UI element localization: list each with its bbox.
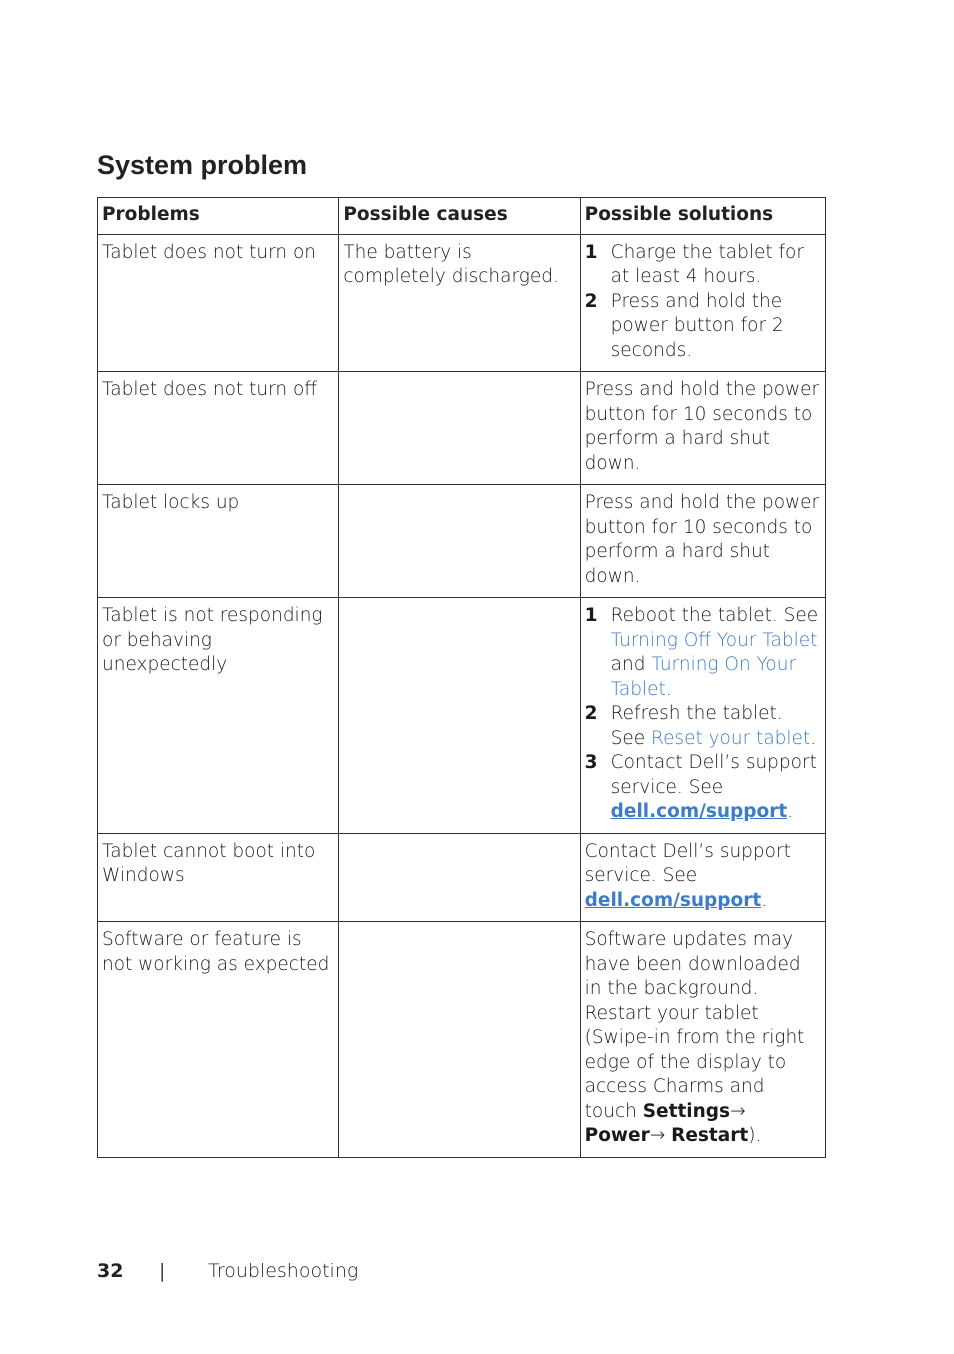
problem-cell: Tablet does not turn off xyxy=(98,372,339,485)
step-text: Contact Dell’s support service. See xyxy=(610,752,817,798)
solution-text: . xyxy=(761,889,768,911)
cause-cell: The battery is completely discharged. xyxy=(339,234,580,372)
solution-steps xyxy=(585,604,821,825)
solution-cell xyxy=(580,234,825,372)
step-number: 1 xyxy=(584,241,598,263)
header-possible-causes: Possible causes xyxy=(339,198,580,235)
header-possible-solutions: Possible solutions xyxy=(580,198,825,235)
solution-cell: Press and hold the power button for 10 seconds to perform a hard shut down. xyxy=(580,372,825,485)
footer-separator: | xyxy=(159,1260,166,1282)
table-header-row xyxy=(98,198,826,235)
dell-support-link[interactable]: dell.com/support xyxy=(584,889,762,911)
power-label: Power xyxy=(584,1125,650,1146)
dell-support-link[interactable]: dell.com/support xyxy=(610,801,788,822)
step-number: 3 xyxy=(584,752,598,773)
cause-cell xyxy=(339,485,580,598)
table-row xyxy=(98,234,826,372)
table-row xyxy=(98,598,826,834)
solution-text: Software updates may have been downloaded in the background. Restart your tablet (Swipe-in from the right edge of the display to access Charms and touch xyxy=(584,929,805,1122)
table-row xyxy=(98,372,826,485)
solution-step xyxy=(585,290,821,364)
reset-tablet-link[interactable]: Reset your tablet xyxy=(651,727,811,749)
solution-step xyxy=(585,751,821,825)
solution-steps xyxy=(585,241,821,364)
turning-off-tablet-link[interactable]: Turning Off Your Tablet xyxy=(610,629,818,651)
table-row xyxy=(98,833,826,922)
settings-label: Settings xyxy=(642,1100,731,1122)
arrow-icon: → xyxy=(649,1125,666,1146)
cause-cell xyxy=(339,833,580,922)
step-number: 2 xyxy=(584,290,598,312)
table-row xyxy=(98,922,826,1158)
step-text: . xyxy=(665,678,672,700)
step-text: Refresh the tablet. See xyxy=(610,703,783,749)
cause-cell xyxy=(339,922,580,1158)
turning-on-tablet-link[interactable]: Turning On Your Tablet xyxy=(610,654,797,700)
solution-text: Contact Dell’s support service. See xyxy=(584,840,791,886)
problem-cell: Tablet locks up xyxy=(98,485,339,598)
cause-cell xyxy=(339,372,580,485)
page-number: 32 xyxy=(97,1260,124,1282)
solution-cell: Press and hold the power button for 10 seconds to perform a hard shut down. xyxy=(580,485,825,598)
solution-cell xyxy=(580,833,825,922)
solution-step xyxy=(585,241,821,290)
system-problem-table xyxy=(97,197,826,1158)
step-text: Press and hold the power button for 2 seconds. xyxy=(610,290,784,361)
problem-cell: Tablet does not turn on xyxy=(98,234,339,372)
problem-cell: Software or feature is not working as expected xyxy=(98,922,339,1158)
step-text: . xyxy=(810,727,817,749)
step-text: and xyxy=(610,654,652,675)
problem-cell: Tablet is not responding or behaving unexpectedly xyxy=(98,598,339,834)
step-text: . xyxy=(787,801,794,822)
step-number: 1 xyxy=(584,605,598,626)
restart-label: Restart xyxy=(671,1125,749,1146)
table-row xyxy=(98,485,826,598)
header-problems: Problems xyxy=(98,198,339,235)
arrow-icon: → xyxy=(730,1100,746,1122)
step-text: Charge the tablet for at least 4 hours. xyxy=(610,241,804,287)
solution-text: ). xyxy=(748,1125,762,1146)
footer-section-title: Troubleshooting xyxy=(208,1260,359,1282)
solution-cell xyxy=(580,598,825,834)
step-number: 2 xyxy=(584,703,598,724)
solution-step xyxy=(585,604,821,702)
solution-cell xyxy=(580,922,825,1158)
step-text: Reboot the tablet. See xyxy=(610,605,819,626)
page-title: System problem xyxy=(97,150,308,180)
problem-cell: Tablet cannot boot into Windows xyxy=(98,833,339,922)
cause-cell xyxy=(339,598,580,834)
solution-step xyxy=(585,702,821,751)
